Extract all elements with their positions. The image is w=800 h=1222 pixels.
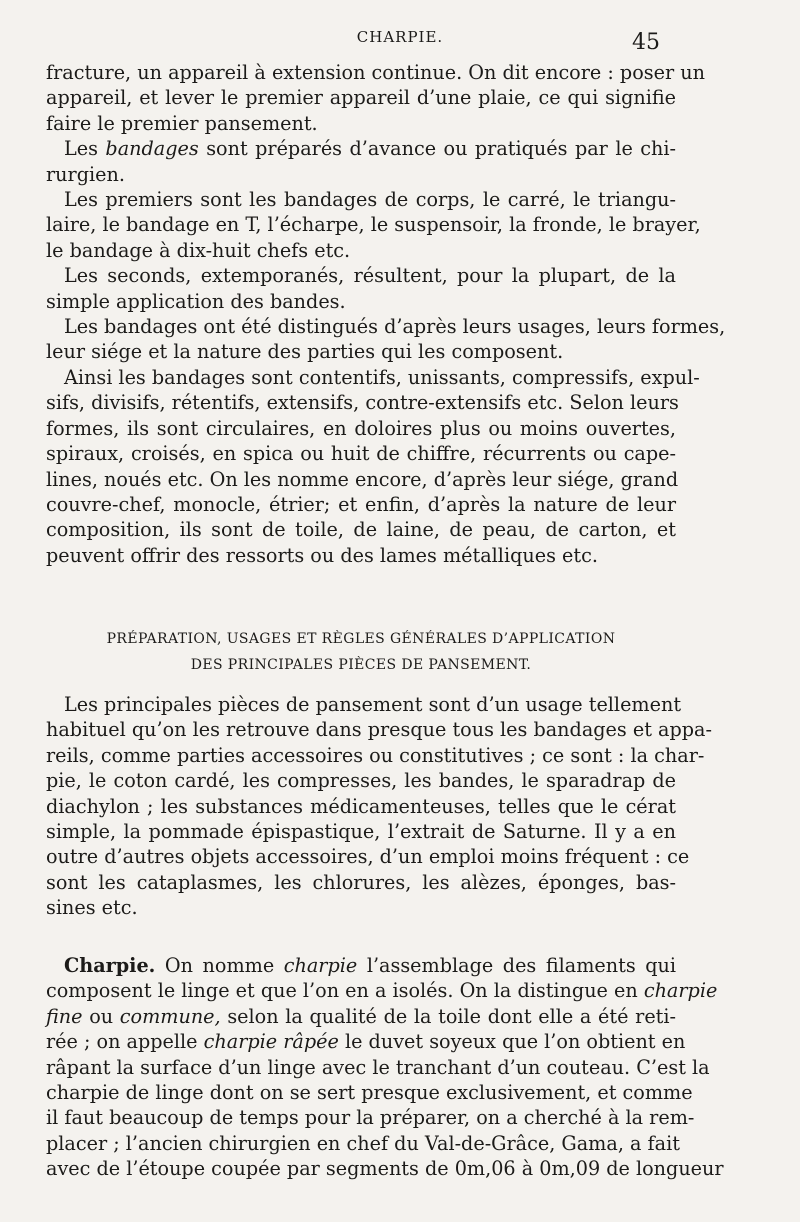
italic-term: charpie (643, 979, 718, 1003)
text-line: leur siége et la nature des parties qui les composent. (46, 340, 564, 364)
text-line: spiraux, croisés, en spica ou huit de chiffre, récurrents ou cape- (46, 442, 676, 466)
text-line (46, 1004, 676, 1029)
italic-term: fine (46, 1004, 83, 1028)
text-line (46, 953, 676, 978)
text-line: Les bandages ont été distingués d’après leurs usages, leurs formes, (64, 315, 726, 339)
text-line: lines, noués etc. On les nomme encore, d’après leur siége, grand (46, 467, 679, 491)
heading-line: DES PRINCIPALES PIÈCES DE PANSEMENT. (190, 657, 532, 673)
text-line: Ainsi les bandages sont contentifs, unissants, compressifs, expul- (64, 365, 700, 389)
text-line: rurgien. (46, 162, 125, 186)
text-line: il faut beaucoup de temps pour la préparer, on a cherché à la rem- (46, 1106, 695, 1130)
heading-line: PRÉPARATION, USAGES ET RÈGLES GÉNÉRALES D’APPLICATION (106, 631, 616, 647)
entry-term: Charpie. (64, 954, 156, 977)
text-line: reils, comme parties accessoires ou constitutives ; ce sont : la char- (46, 743, 705, 767)
italic-term: charpie (283, 954, 358, 977)
text-line: peuvent offrir des ressorts ou des lames métalliques etc. (46, 543, 598, 567)
text-line: charpie de linge dont on se sert presque exclusivement, et comme (46, 1081, 693, 1105)
text-line: habituel qu’on les retrouve dans presque tous les bandages et appa- (46, 718, 712, 742)
text-line: sines etc. (46, 896, 138, 920)
text-line: le bandage à dix-huit chefs etc. (46, 238, 351, 262)
italic-term: commune, (119, 1004, 221, 1028)
text-line: composition, ils sont de toile, de laine, de peau, de carton, et (46, 518, 676, 542)
page-number: 45 (632, 30, 660, 55)
text-line: simple, la pommade épispastique, l’extrait de Saturne. Il y a en (46, 820, 676, 844)
text-run: selon la qualité de la toile dont elle a été reti- (220, 1004, 677, 1028)
text-line: placer ; l’ancien chirurgien en chef du Val-de-Grâce, Gama, a fait (46, 1131, 680, 1155)
text-line: formes, ils sont circulaires, en doloires plus ou moins ouvertes, (46, 416, 676, 440)
text-line: laire, le bandage en T, l’écharpe, le suspensoir, la fronde, le brayer, (46, 213, 701, 237)
section-charpie-text (46, 953, 724, 1182)
text-line: pie, le coton cardé, les compresses, les bandes, le sparadrap de (46, 769, 676, 793)
text-line: diachylon ; les substances médicamenteuses, telles que le cérat (46, 794, 676, 818)
text-line: sont les cataplasmes, les chlorures, les alèzes, éponges, bas- (46, 870, 676, 894)
running-title: CHARPIE. (356, 28, 444, 46)
text-line: avec de l’étoupe coupée par segments de 0m,06 à 0m,09 de longueur (46, 1157, 724, 1181)
section-bandages-text (46, 60, 726, 568)
text-run: le duvet soyeux que l’on obtient en (338, 1030, 686, 1054)
text-line: simple application des bandes. (46, 289, 346, 313)
text-line: sifs, divisifs, rétentifs, extensifs, contre-extensifs etc. Selon leurs (46, 391, 679, 415)
text-run: On nomme (155, 954, 284, 977)
text-line (46, 1029, 686, 1054)
text-line: faire le premier pansement. (46, 111, 318, 135)
text-line (46, 136, 676, 161)
section-pieces-text (46, 692, 712, 921)
text-run: rée ; on appelle (46, 1030, 204, 1054)
text-line: râpant la surface d’un linge avec le tranchant d’un couteau. C’est la (46, 1055, 710, 1079)
text-line: couvre-chef, monocle, étrier; et enfin, d’après la nature de leur (46, 492, 676, 516)
italic-term: charpie râpée (203, 1030, 339, 1054)
text-run: l’assemblage des filaments qui (357, 954, 676, 977)
text-run: ou (82, 1004, 120, 1028)
text-run: composent le linge et que l’on en a isolés. On la distingue en (46, 979, 644, 1003)
section-heading (46, 626, 676, 678)
text-line (46, 978, 718, 1003)
text-run: Les (64, 137, 106, 161)
text-line: Les principales pièces de pansement sont d’un usage tellement (64, 693, 682, 716)
text-line: appareil, et lever le premier appareil d’une plaie, ce qui signifie (46, 86, 676, 110)
text-line: Les seconds, extemporanés, résultent, pour la plupart, de la (64, 264, 676, 288)
text-line: outre d’autres objets accessoires, d’un emploi moins fréquent : ce (46, 845, 690, 869)
text-line: Les premiers sont les bandages de corps, le carré, le triangu- (64, 188, 676, 212)
text-line: fracture, un appareil à extension continue. On dit encore : poser un (46, 61, 705, 84)
italic-term: bandages (105, 137, 199, 161)
text-run: sont préparés d’avance ou pratiqués par le chi- (198, 137, 677, 161)
